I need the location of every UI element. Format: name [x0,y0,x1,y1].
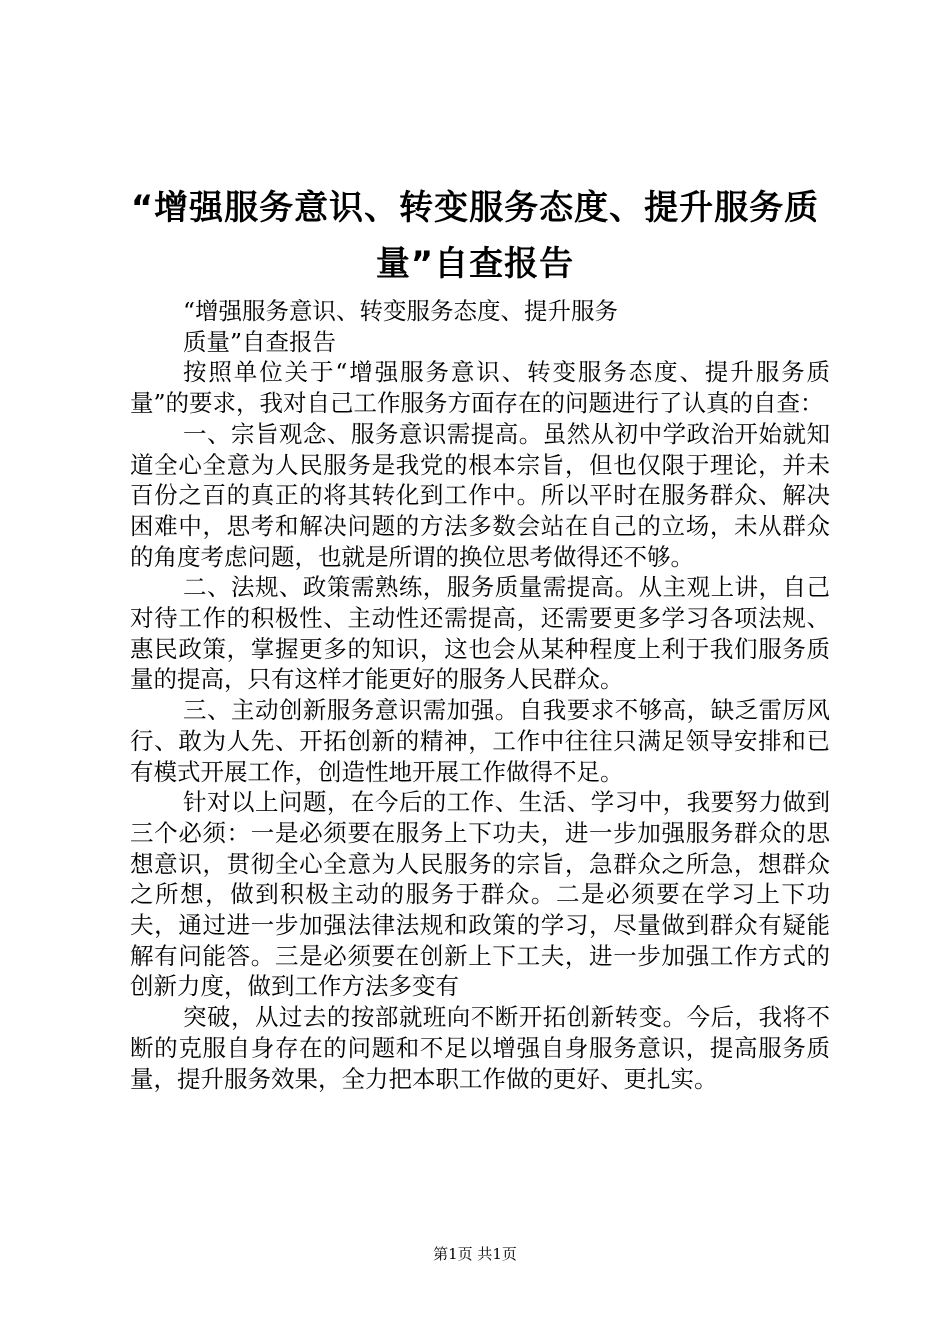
paragraph-intro: 按照单位关于“增强服务意识、转变服务态度、提升服务质量”的要求，我对自己工作服务方面存在的问题进行了认真的自查： [130,358,830,418]
paragraph-measures: 针对以上问题，在今后的工作、生活、学习中，我要努力做到三个必须：一是必须要在服务上下功夫，进一步加强服务群众的思想意识，贯彻全心全意为人民服务的宗旨，急群众之所急，想群众之所想，做到积极主动的服务于群众。二是必须要在学习上下功夫，通过进一步加强法律法规和政策的学习，尽量做到群众有疑能解有问能答。三是必须要在创新上下工夫，进一步加强工作方式的创新力度，做到工作方法多变有 [130,788,830,1001]
paragraph-point-3: 三、主动创新服务意识需加强。自我要求不够高，缺乏雷厉风行、敢为人先、开拓创新的精神，工作中往往只满足领导安排和已有模式开展工作，创造性地开展工作做得不足。 [130,696,830,786]
page-number-footer: 第1页 共1页 [433,1245,517,1263]
document-body [130,296,830,1094]
paragraph-conclusion: 突破，从过去的按部就班向不断开拓创新转变。今后，我将不断的克服自身存在的问题和不足以增强自身服务意识，提高服务质量，提升服务效果，全力把本职工作做的更好、更扎实。 [130,1003,830,1093]
document-title-line-1: “增强服务意识、转变服务态度、提升服务质 [130,188,820,228]
subtitle-line-1: “增强服务意识、转变服务态度、提升服务 [183,297,619,325]
subtitle-line-2: 质量”自查报告 [183,327,337,356]
paragraph-point-1: 一、宗旨观念、服务意识需提高。虽然从初中学政治开始就知道全心全意为人民服务是我党的根本宗旨，但也仅限于理论，并未百份之百的真正的将其转化到工作中。所以平时在服务群众、解决困难中，思考和解决问题的方法多数会站在自己的立场，未从群众的角度考虑问题，也就是所谓的换位思考做得还不够。 [130,419,830,571]
document-title-line-2: 量”自查报告 [375,244,575,284]
paragraph-point-2: 二、法规、政策需熟练，服务质量需提高。从主观上讲，自己对待工作的积极性、主动性还需提高，还需要更多学习各项法规、惠民政策，掌握更多的知识，这也会从某种程度上利于我们服务质量的提高，只有这样才能更好的服务人民群众。 [130,573,830,694]
